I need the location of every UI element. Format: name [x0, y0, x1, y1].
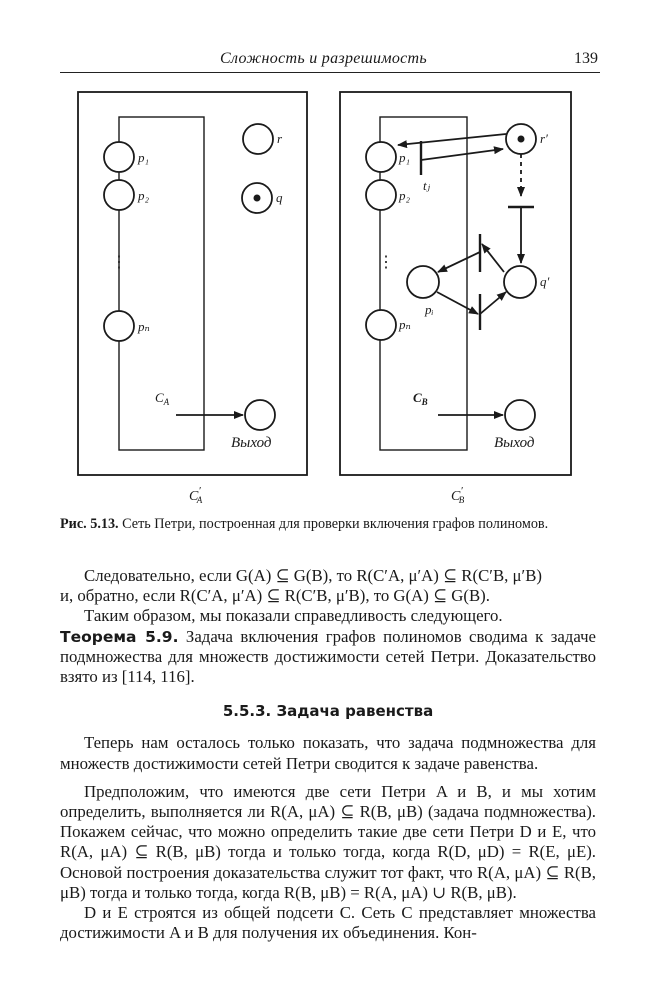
left-place-r — [243, 124, 273, 154]
right-place-p2 — [366, 180, 396, 210]
arc-r-to-tj — [398, 134, 506, 145]
paragraph-conclusion-line1: Следовательно, если G(A) ⊆ G(B), то R(C′A, μ′A) ⊆ R(C′B, μ′B) — [84, 566, 542, 585]
left-net-name: C′ A — [189, 485, 203, 505]
right-label-p1: p₁ — [399, 150, 411, 165]
token-r-prime — [518, 136, 525, 143]
left-label-q: q — [276, 190, 283, 205]
running-title: Сложность и разрешимость — [220, 50, 427, 67]
arc-lower-to-q — [480, 292, 506, 314]
right-ellipsis: ⋮ — [378, 254, 394, 271]
theorem-paragraph — [60, 627, 596, 688]
left-label-p1: p₁ — [138, 150, 150, 165]
right-label-q-prime: q′ — [540, 274, 550, 289]
arc-upper-to-pi — [438, 252, 480, 272]
left-label-r: r — [277, 131, 283, 146]
right-place-p1 — [366, 142, 396, 172]
right-output-label: Выход — [494, 435, 535, 451]
arc-q-to-upper — [482, 244, 504, 272]
theorem-text: Задача включения графов полиномов сводима к задаче подмножества для множеств достижимости сетей Петри. Доказательство взято из [114, 116]. — [60, 626, 596, 687]
right-input-label: $C_B$ — [413, 390, 428, 407]
page-number: 139 — [574, 50, 598, 67]
right-label-pi: pᵢ — [425, 302, 434, 317]
paragraph-intro: Теперь нам осталось только показать, что задача подмножества для множеств достижимости сетей Петри сводится к задаче равенства. — [60, 733, 596, 773]
right-output-place — [505, 400, 535, 430]
paragraph-conclusion-line2: и, обратно, если R(C′A, μ′A) ⊆ R(C′B, μ′B), то G(A) ⊆ G(B). — [60, 586, 490, 606]
left-input-label: $C_A$ — [155, 390, 170, 407]
body-text — [60, 566, 596, 943]
paragraph-construction: D и E строятся из общей подсети C. Сеть C представляет множества достижимости A и B для получения их объединения. Кон- — [60, 903, 596, 943]
right-net-name: C′ B — [451, 485, 465, 505]
arc-pi-to-lower — [437, 292, 478, 314]
token-q — [254, 195, 261, 202]
right-label-r-prime: r′ — [540, 131, 548, 146]
right-label-p2: p₂ — [399, 188, 411, 203]
caption-text: Сеть Петри, построенная для проверки включения графов полиномов. — [122, 516, 549, 532]
figure-caption — [60, 514, 596, 534]
left-label-pn: pₙ — [138, 319, 150, 334]
left-label-p2: p₂ — [138, 188, 150, 203]
theorem-label: Теорема 5.9. — [60, 627, 179, 646]
caption-label: Рис. 5.13. — [60, 516, 119, 532]
right-place-pi — [407, 266, 439, 298]
right-label-tj: tⱼ — [423, 178, 431, 193]
right-place-q-prime — [504, 266, 536, 298]
left-place-pn — [104, 311, 134, 341]
paragraph-assumption: Предположим, что имеются две сети Петри A и B, и мы хотим определить, выполняется ли R(A, μA) ⊆ R(B, μB) (задача подмножества). Покажем сейчас, что можно определить такие две сети Петри D и E, что R(A, μA) ⊆ R(B, μB) тогда и только тогда, когда R(D, μD) = R(E, μE). Основой построения доказательства служит тот факт, что R(A, μA) ⊆ R(B, μB) тогда и только тогда, когда R(B, μB) = R(A, μA) ∪ R(B, μB). — [60, 781, 596, 902]
left-output-label: Выход — [231, 435, 272, 451]
right-label-pn: pₙ — [399, 317, 411, 332]
left-place-p2 — [104, 180, 134, 210]
left-output-place — [245, 400, 275, 430]
arc-tj-to-r — [421, 149, 503, 160]
section-title: 5.5.3. Задача равенства — [222, 702, 434, 721]
left-ellipsis: ⋮ — [111, 254, 127, 271]
left-place-p1 — [104, 142, 134, 172]
right-place-pn — [366, 310, 396, 340]
paragraph-summary: Таким образом, мы показали справедливость следующего. — [84, 606, 503, 626]
